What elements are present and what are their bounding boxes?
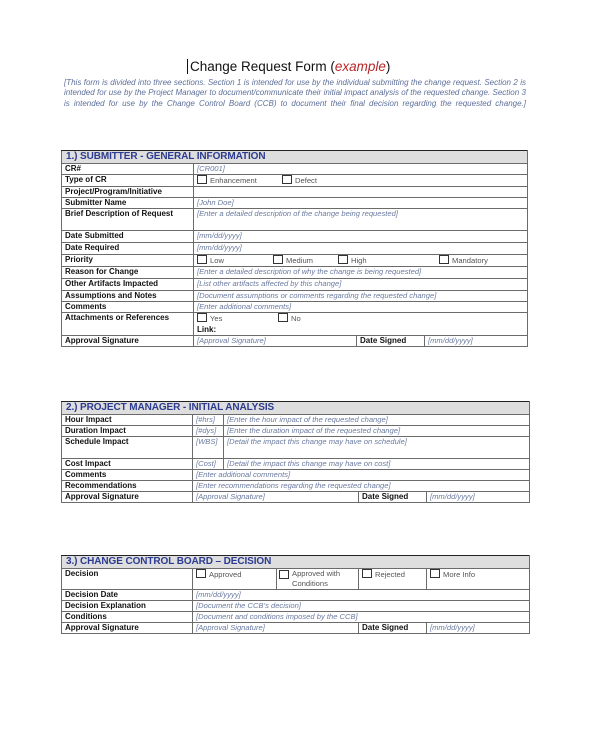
high-option: High <box>351 256 367 265</box>
pm-date-signed-label: Date Signed <box>359 492 427 503</box>
decision-date-label: Decision Date <box>62 590 193 601</box>
comments-label: Comments <box>62 302 194 313</box>
enhancement-option: Enhancement <box>210 176 257 185</box>
intro-text: [This form is divided into three sections. Section 1 is intended for use by the individual submitting the change request. Section 2 is intended for use by the Project Manager to document/communicate their initial impact analysis of the requested change. Section 3 is intended for use by the Change Control Board (CCB) to document their final decision regarding the requested change.] <box>64 78 526 108</box>
pm-approval-label: Approval Signature <box>62 492 193 503</box>
attachments-field <box>194 313 528 336</box>
approval-field[interactable]: [Approval Signature] <box>194 336 357 347</box>
high-checkbox[interactable] <box>338 255 348 264</box>
section2-header: 2.) PROJECT MANAGER - INITIAL ANALYSIS <box>62 402 530 415</box>
submitter-field[interactable]: [John Doe] <box>194 198 528 209</box>
date-required-label: Date Required <box>62 243 194 255</box>
recommendations-label: Recommendations <box>62 481 193 492</box>
submitter-label: Submitter Name <box>62 198 194 209</box>
approved-option: Approved <box>209 570 242 579</box>
mandatory-option: Mandatory <box>452 256 488 265</box>
title-suffix: ) <box>385 59 391 74</box>
hour-impact-label: Hour Impact <box>62 415 193 426</box>
defect-checkbox[interactable] <box>282 175 292 184</box>
no-option: No <box>291 314 301 323</box>
type-field <box>194 175 528 187</box>
project-label: Project/Program/Initiative <box>62 187 194 198</box>
medium-option: Medium <box>286 256 314 265</box>
enhancement-checkbox[interactable] <box>197 175 207 184</box>
hour-impact-field[interactable]: [Enter the hour impact of the requested change] <box>224 415 530 426</box>
decision-explanation-label: Decision Explanation <box>62 601 193 612</box>
assumptions-field[interactable]: [Document assumptions or comments regarding the requested change] <box>194 291 528 302</box>
reason-label: Reason for Change <box>62 267 194 279</box>
description-label: Brief Description of Request <box>62 209 194 231</box>
approved-conditions-checkbox[interactable] <box>279 570 289 579</box>
title-prefix: Change Request Form ( <box>190 59 335 74</box>
section3-header: 3.) CHANGE CONTROL BOARD – DECISION <box>62 556 530 569</box>
more-info-checkbox[interactable] <box>430 569 440 578</box>
cost-impact-label: Cost Impact <box>62 459 193 470</box>
decision-date-field[interactable]: [mm/dd/yyyy] <box>193 590 530 601</box>
ccb-approval-field[interactable]: [Approval Signature] <box>193 623 359 634</box>
approved-conditions-option: Approved with Conditions <box>292 569 341 588</box>
decision-label: Decision <box>62 569 193 590</box>
form-title <box>187 59 390 74</box>
approval-label: Approval Signature <box>62 336 194 347</box>
pm-comments-label: Comments <box>62 470 193 481</box>
low-option: Low <box>210 256 224 265</box>
section1-table <box>61 150 528 347</box>
decision-approved <box>193 569 277 590</box>
low-checkbox[interactable] <box>197 255 207 264</box>
defect-option: Defect <box>295 176 317 185</box>
reason-field[interactable]: [Enter a detailed description of why the change is being requested] <box>194 267 528 279</box>
comments-field[interactable]: [Enter additional comments] <box>194 302 528 313</box>
ccb-date-signed-field[interactable]: [mm/dd/yyyy] <box>427 623 530 634</box>
yes-option: Yes <box>210 314 223 323</box>
link-label: Link: <box>197 324 217 334</box>
decision-more-info <box>427 569 530 590</box>
date-submitted-label: Date Submitted <box>62 231 194 243</box>
more-info-option: More Info <box>443 570 476 579</box>
date-signed-label: Date Signed <box>357 336 425 347</box>
project-field[interactable] <box>194 187 528 198</box>
priority-field <box>194 255 528 267</box>
type-label: Type of CR <box>62 175 194 187</box>
assumptions-label: Assumptions and Notes <box>62 291 194 302</box>
yes-checkbox[interactable] <box>197 313 207 322</box>
approved-checkbox[interactable] <box>196 569 206 578</box>
duration-impact-label: Duration Impact <box>62 426 193 437</box>
schedule-impact-field[interactable]: [Detail the impact this change may have on schedule] <box>224 437 530 459</box>
rejected-checkbox[interactable] <box>362 569 372 578</box>
date-required-field[interactable]: [mm/dd/yyyy] <box>194 243 528 255</box>
decision-approved-conditions <box>277 569 359 590</box>
rejected-option: Rejected <box>375 570 405 579</box>
ccb-date-signed-label: Date Signed <box>359 623 427 634</box>
decision-rejected <box>359 569 427 590</box>
artifacts-label: Other Artifacts Impacted <box>62 279 194 291</box>
cr-field[interactable]: [CR001] <box>194 164 528 175</box>
cost-impact-code[interactable]: [Cost] <box>193 459 224 470</box>
date-signed-field[interactable]: [mm/dd/yyyy] <box>425 336 528 347</box>
cost-impact-field[interactable]: [Detail the impact this change may have on cost] <box>224 459 530 470</box>
cr-label: CR# <box>62 164 194 175</box>
pm-approval-field[interactable]: [Approval Signature] <box>193 492 359 503</box>
section1-header: 1.) SUBMITTER - GENERAL INFORMATION <box>62 151 528 164</box>
pm-date-signed-field[interactable]: [mm/dd/yyyy] <box>427 492 530 503</box>
schedule-impact-code[interactable]: [WBS] <box>193 437 224 459</box>
priority-label: Priority <box>62 255 194 267</box>
duration-impact-field[interactable]: [Enter the duration impact of the requested change] <box>224 426 530 437</box>
attachments-label: Attachments or References <box>62 313 194 336</box>
medium-checkbox[interactable] <box>273 255 283 264</box>
recommendations-field[interactable]: [Enter recommendations regarding the requested change] <box>193 481 530 492</box>
section2-table <box>61 401 530 503</box>
description-field[interactable]: [Enter a detailed description of the change being requested] <box>194 209 528 231</box>
date-submitted-field[interactable]: [mm/dd/yyyy] <box>194 231 528 243</box>
title-example: example <box>334 59 386 74</box>
mandatory-checkbox[interactable] <box>439 255 449 264</box>
conditions-field[interactable]: [Document and conditions imposed by the CCB] <box>193 612 530 623</box>
duration-impact-code[interactable]: [#dys] <box>193 426 224 437</box>
decision-explanation-field[interactable]: [Document the CCB’s decision] <box>193 601 530 612</box>
conditions-label: Conditions <box>62 612 193 623</box>
no-checkbox[interactable] <box>278 313 288 322</box>
schedule-impact-label: Schedule Impact <box>62 437 193 459</box>
pm-comments-field[interactable]: [Enter additional comments] <box>193 470 530 481</box>
artifacts-field[interactable]: [List other artifacts affected by this change] <box>194 279 528 291</box>
ccb-approval-label: Approval Signature <box>62 623 193 634</box>
section3-table <box>61 555 530 634</box>
hour-impact-code[interactable]: [#hrs] <box>193 415 224 426</box>
